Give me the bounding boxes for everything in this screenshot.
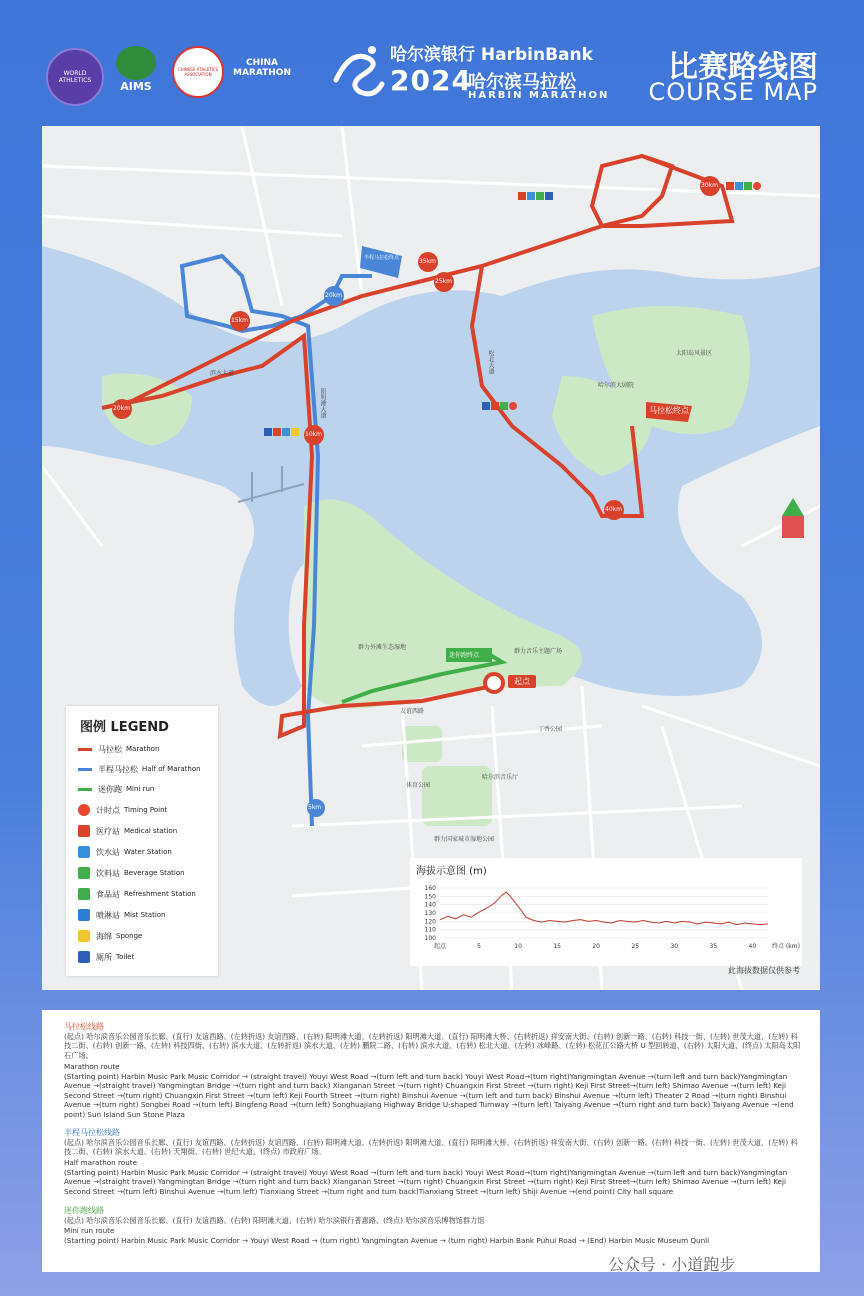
timing-icon xyxy=(78,804,90,816)
station-cluster xyxy=(518,192,553,200)
legend-label-cn: 喷淋站 xyxy=(96,910,120,920)
legend-label-cn: 迷你跑 xyxy=(98,784,122,794)
yangmingtan-label: 阳明滩大道 xyxy=(319,388,326,418)
station-cluster xyxy=(482,402,517,410)
ding-xiang-label: 丁香公园 xyxy=(538,726,563,733)
mini-route-heading: 迷你跑线路 xyxy=(64,1206,104,1215)
legend-label-cn: 食品站 xyxy=(96,889,120,899)
elevation-note: 此海拔数据仅供参考 xyxy=(728,966,800,975)
food-icon xyxy=(78,888,90,900)
km-text-35: 35km xyxy=(419,258,436,265)
legend-label-en: Medical station xyxy=(124,827,178,835)
legend-item-sponge xyxy=(78,929,142,943)
half-line-swatch xyxy=(78,768,92,771)
marathon-route-en: (Starting point) Harbin Music Park Music Corridor → (straight travel) Youyi West Road →(turn left and turn back) Youyi West Road→(turn right)Yangmingtan Avenue →(turn left and turn back)Yangmingtan Avenue →(straight travel) Yangmingtan Bridge →(turn right and turn back) Xianganan Street →(turn right) Chuangxin First Street →(turn right) Keji First Street→(turn left) Shimao Avenue →(turn left) Keji Second Street →(turn right) Chuangxin First Street →(turn left) Keji Fourth Street →(turn right) Binshui Avenue →(turn left and turn back) Binshui Avenue →(turn left) Theater 2 Road →(turn right) Binshui Avenue →(turn right) Songbei Road →(turn left) Bingfeng Road →(turn left) Songhuajiang Highway Bridge U-shaped Turnway →(turn left) Taiyang Avenue →(turn right and turn back) Taiyang Avenue →(end point) Sun Island Sun Stone Plaza xyxy=(64,1072,794,1119)
food-icon xyxy=(500,402,508,410)
aims-logo xyxy=(112,46,160,93)
legend-title: 图例 LEGEND xyxy=(80,720,169,735)
legend-label-en: Toilet xyxy=(116,953,135,961)
elevation-y-tick: 150 xyxy=(424,893,436,901)
legend-item-food xyxy=(78,887,196,901)
harbin-bank-brand xyxy=(390,40,593,65)
km-text-5: 5km xyxy=(308,804,322,811)
legend-label-cn: 饮水站 xyxy=(96,847,120,857)
finish-label: 马拉松终点 xyxy=(649,406,689,415)
legend-item-mini xyxy=(78,782,154,796)
marathon-route-heading: 马拉松线路 xyxy=(64,1022,104,1031)
station-cluster xyxy=(726,182,761,190)
theatre-label: 哈尔滨大剧院 xyxy=(598,382,635,389)
legend-label-en: Water Station xyxy=(124,848,172,856)
mini-line-swatch xyxy=(78,788,92,791)
elevation-y-tick: 160 xyxy=(424,885,436,892)
elevation-x-tick: 10 xyxy=(514,943,522,950)
tiyu-park xyxy=(402,726,442,762)
legend-label-cn: 半程马拉松 xyxy=(98,764,138,774)
half-route-en-heading: Half marathon route xyxy=(64,1158,137,1167)
music-plaza-label: 群力音乐主题广场 xyxy=(514,648,563,655)
world-athletics-logo xyxy=(46,48,104,106)
elevation-x-tick: 25 xyxy=(631,943,640,950)
mini-route-en-heading: Mini run route xyxy=(64,1226,115,1235)
legend-label-en: Mist Station xyxy=(124,911,166,919)
legend-label-en: Beverage Station xyxy=(124,869,185,877)
music-hall-label: 哈尔滨音乐厅 xyxy=(482,774,519,781)
water-icon xyxy=(78,846,90,858)
church-icon xyxy=(782,498,804,538)
medical-icon xyxy=(726,182,734,190)
legend-item-water xyxy=(78,845,172,859)
legend-label-cn: 海绵 xyxy=(96,931,112,941)
legend-item-marathon xyxy=(78,742,159,756)
mini-finish-label: 迷你跑终点 xyxy=(449,652,480,659)
km-text-half-20: 20km xyxy=(325,292,342,299)
legend-label-cn: 饮料站 xyxy=(96,868,120,878)
legend-item-half xyxy=(78,762,201,776)
legend-label-en: Half of Marathon xyxy=(142,765,201,773)
half-route-en: (Starting point) Harbin Music Park Music Corridor → (straight travel) Youyi West Road →(turn left and turn back) Youyi West Road→(turn right)Yangmingtan Avenue →(turn left and turn back)Yangmingtan Avenue →(straight travel) Yangmingtan Bridge →(turn right and turn back) Xianganan Street →(turn right) Chuangxin First Street →(turn right) Keji First Street→(turn left) Shimao Avenue →(turn left) Keji Second Street →(turn left) Binshui Avenue →(turn left) Tianxiang Street →(turn right and turn back)Tianxiang Street →(turn left) Shiji Avenue →(end point) City hall square xyxy=(64,1168,788,1196)
legend-label-en: Mini run xyxy=(126,785,155,793)
half-finish-label: 半程马拉松终点 xyxy=(364,255,400,261)
elevation-x-tick: 30 xyxy=(670,943,679,950)
toilet-icon xyxy=(264,428,272,436)
medical-icon xyxy=(273,428,281,436)
beverage-icon xyxy=(78,867,90,879)
binshui-label: 滨水大道 xyxy=(210,370,235,377)
food-icon xyxy=(744,182,752,190)
start-marker xyxy=(485,674,503,692)
elevation-line xyxy=(440,892,768,925)
beverage-icon xyxy=(536,192,544,200)
legend-label-en: Timing Point xyxy=(124,806,168,814)
china-marathon-logo xyxy=(232,58,292,78)
legend-label-en: Marathon xyxy=(126,745,160,753)
sun-island-label: 太阳岛风景区 xyxy=(676,350,713,357)
elevation-y-tick: 130 xyxy=(424,910,436,917)
elevation-y-tick: 100 xyxy=(424,935,436,942)
elevation-x-tick: 5 xyxy=(477,943,481,950)
timing-icon xyxy=(753,182,761,190)
elevation-x-tick: 35 xyxy=(709,943,718,950)
tiyu-label: 体育公园 xyxy=(406,782,431,789)
marathon-line-swatch xyxy=(78,748,92,751)
elevation-plot xyxy=(410,858,802,966)
wetland-label: 群力外滩生态湿地 xyxy=(358,644,407,651)
elevation-title: 海拔示意图 (m) xyxy=(416,866,487,877)
elevation-x-tick: 40 xyxy=(748,943,757,950)
marathon-route-en-heading: Marathon route xyxy=(64,1062,120,1071)
timing-icon xyxy=(509,402,517,410)
half-route-heading: 半程马拉松线路 xyxy=(64,1128,120,1137)
km-text-10: 10km xyxy=(305,431,322,438)
medical-icon xyxy=(78,825,90,837)
china-marathon-logo-text: CHINA MARATHON xyxy=(233,58,291,78)
station-cluster xyxy=(264,428,299,436)
legend-item-mist xyxy=(78,908,166,922)
route-description-panel xyxy=(42,1010,820,1272)
page-title-cn: 比赛路线图 xyxy=(668,50,818,85)
world-athletics-logo-text: WORLD ATHLETICS xyxy=(58,70,92,84)
elevation-x-tick: 15 xyxy=(553,943,561,950)
watermark: 公众号 · 小道跑步 xyxy=(608,1255,736,1274)
legend-label-en: Sponge xyxy=(116,932,143,940)
start-label: 起点 xyxy=(508,675,536,688)
caa-logo xyxy=(172,46,224,98)
toilet-icon xyxy=(545,192,553,200)
km-text-20: 20km xyxy=(113,405,130,412)
medical-icon xyxy=(491,402,499,410)
marathon-route-cn: (起点) 哈尔滨音乐公园音乐长廊、(直行) 友谊西路、(左转折返) 友谊西路、(右转) 阳明滩大道、(左转折返) 阳明滩大道、(直行) 阳明滩大桥、(右转折返) 祥安南大街、(右转) 创新一路、(右转) 科技一街、(左转) 世茂大道、(左转) 科技二街、(右转) 创新一路、(左转) 科技四街、(右转) 滨水大道、(左转折返) 滨水大道、(左转) 鹏院二路、(右转) 滨水大道、(右转) 松北大道、(左转) 冰峰路、(左转) 松花江公路大桥 U 型回转道、(右转) 太阳大道、(终点) 太阳岛太阳石广场。 xyxy=(64,1032,801,1060)
elevation-x-tick: 20 xyxy=(592,943,601,950)
sponge-icon xyxy=(78,930,90,942)
medical-icon xyxy=(518,192,526,200)
legend-label-cn: 马拉松 xyxy=(98,744,122,754)
km-text-15: 15km xyxy=(231,317,248,324)
elevation-x-tick: 起点 xyxy=(433,943,447,950)
header xyxy=(0,0,864,120)
legend-label-cn: 计时点 xyxy=(96,805,120,815)
mini-route-en: (Starting point) Harbin Music Park Music Corridor → Youyi West Road → (turn right) Yangmingtan Avenue → (turn right) Harbin Bank Puhui Road → (End) Harbin Music Museum Qunli xyxy=(64,1236,710,1245)
elevation-y-tick: 140 xyxy=(424,901,436,909)
songbei-label: 松北大道 xyxy=(487,350,494,374)
mist-icon xyxy=(78,909,90,921)
legend-item-timing xyxy=(78,803,167,817)
km-text-25: 25km xyxy=(435,278,452,285)
legend-label-cn: 厕所 xyxy=(96,952,112,962)
caa-logo-text: CHINESE ATHLETICS ASSOCIATION xyxy=(177,67,219,77)
km-text-40: 40km xyxy=(605,506,622,513)
km-text-30: 30km xyxy=(701,182,718,189)
elevation-y-tick: 110 xyxy=(424,926,436,934)
elevation-chart xyxy=(410,858,802,966)
bank-name-cn: 哈尔滨银行 xyxy=(390,45,475,65)
water-icon xyxy=(282,428,290,436)
national-wetland-label: 群力国家城市湿地公园 xyxy=(434,836,495,843)
elevation-y-tick: 120 xyxy=(424,918,436,926)
legend-item-beverage xyxy=(78,866,185,880)
event-name-en: HARBIN MARATHON xyxy=(468,90,610,101)
map-legend xyxy=(66,706,218,976)
legend-item-medical xyxy=(78,824,177,838)
page-title-en: COURSE MAP xyxy=(648,78,818,106)
mini-route-cn: (起点) 哈尔滨音乐公园音乐长廊、(直行) 友谊西路、(右转) 阳明滩大道、(右转) 哈尔滨银行普惠路、(终点) 哈尔滨音乐博物馆群力馆 xyxy=(64,1216,485,1225)
elevation-x-tick: 终点 (km) xyxy=(772,943,800,950)
water-icon xyxy=(735,182,743,190)
toilet-icon xyxy=(78,951,90,963)
toilet-icon xyxy=(482,402,490,410)
half-route-cn: (起点) 哈尔滨音乐公园音乐长廊、(直行) 友谊西路、(左转折返) 友谊西路、(右转) 阳明滩大道、(左转折返) 阳明滩大道、(直行) 阳明滩大桥、(右转折返) 祥安南大街、(右转) 创新一路、(右转) 科技一街、(左转) 世茂大道、(左转) 科技二街、(右转) 滨水大道、(右转) 天翔街、(右转) 世纪大道、(终点) 市政府广场。 xyxy=(64,1138,798,1157)
half-finish-flag xyxy=(360,246,402,278)
water-icon xyxy=(527,192,535,200)
event-name-cn: 哈尔滨马拉松 xyxy=(468,72,576,93)
bank-name-en: HarbinBank xyxy=(480,45,593,65)
aims-logo-text: AIMS xyxy=(120,80,152,93)
youyi-label: 友谊西路 xyxy=(400,708,425,715)
sponge-icon xyxy=(291,428,299,436)
harbin-marathon-emblem-icon xyxy=(328,40,388,100)
event-year: 2024 xyxy=(390,64,472,97)
legend-label-en: Refreshment Station xyxy=(124,890,196,898)
legend-label-cn: 医疗站 xyxy=(96,826,120,836)
legend-item-toilet xyxy=(78,950,134,964)
